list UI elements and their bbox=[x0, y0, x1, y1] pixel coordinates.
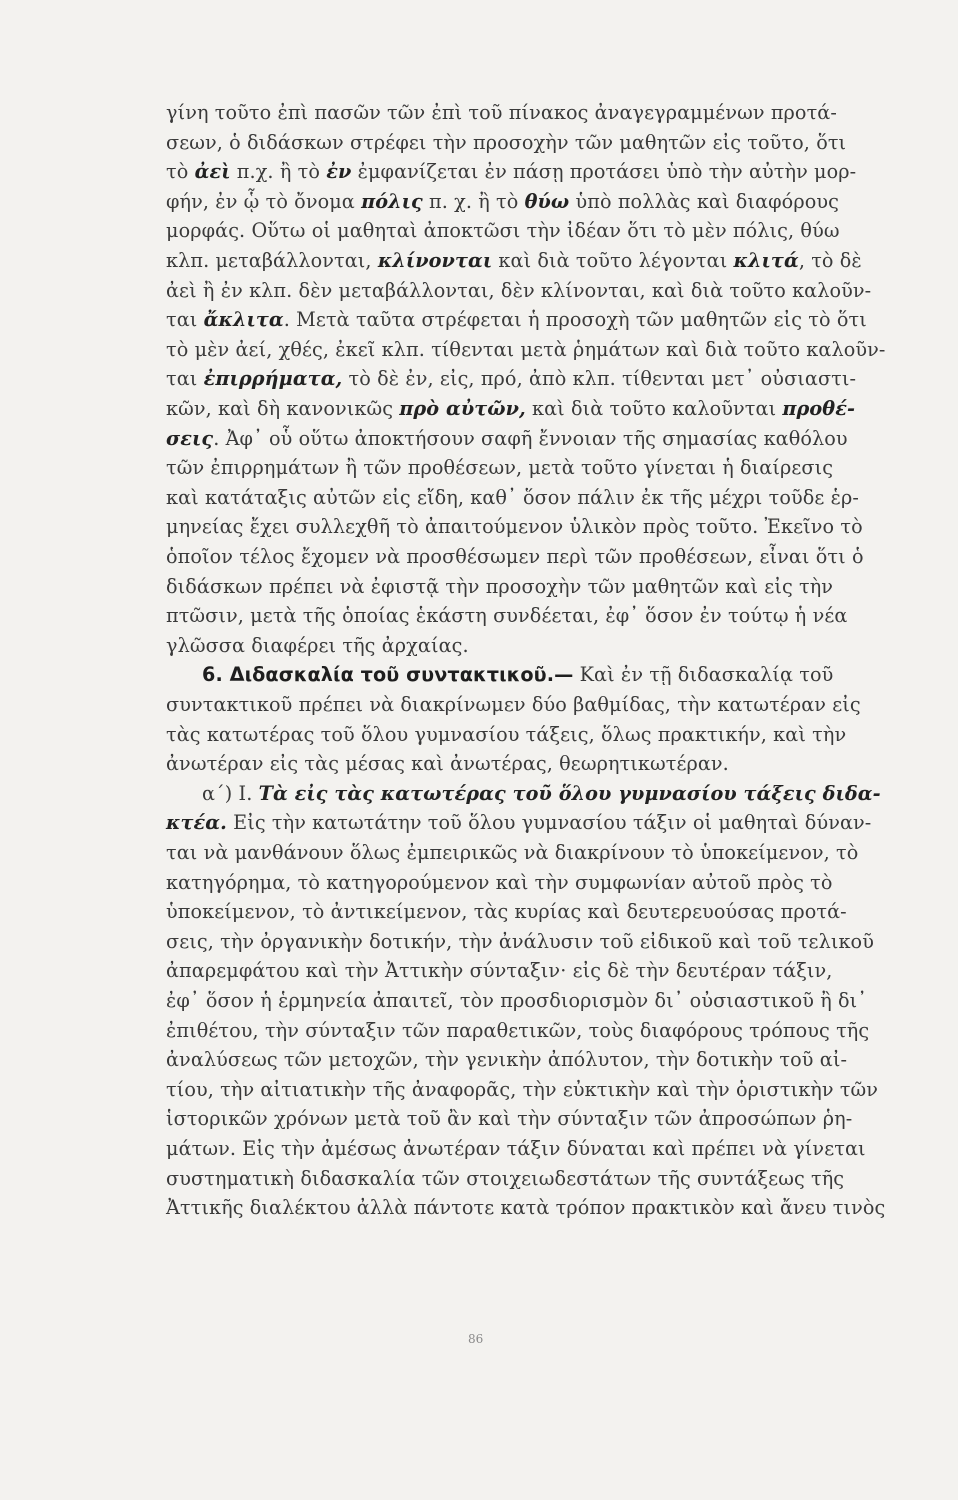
emphasized-term: πόλις bbox=[361, 189, 423, 213]
text-line bbox=[166, 810, 871, 836]
text-run: καὶ διὰ τοῦτο λέγονται bbox=[492, 249, 734, 272]
text-run: , τὸ δὲ bbox=[798, 249, 862, 272]
text-line bbox=[166, 692, 861, 718]
section-heading: 6. Διδασκαλία τοῦ συντακτικοῦ.— bbox=[202, 663, 574, 687]
text-line bbox=[166, 1195, 885, 1221]
text-run: συντακτικοῦ πρέπει νὰ διακρίνωμεν δύο βαθμίδας, τὴν κατωτέραν εἰς bbox=[166, 693, 861, 716]
text-line bbox=[166, 189, 839, 215]
text-run: κατηγόρημα, τὸ κατηγορούμενον καὶ τὴν συμφωνίαν αὐτοῦ πρὸς τὸ bbox=[166, 870, 833, 894]
text-run: ἐμφανίζεται ἐν πάσῃ προτάσει ὑπὸ τὴν αὐτὴν μορ- bbox=[351, 160, 857, 184]
text-line bbox=[202, 662, 833, 688]
text-line bbox=[166, 899, 847, 925]
text-run: σεις, τὴν ὀργανικὴν δοτικήν, τὴν ἀνάλυσιν τοῦ εἰδικοῦ καὶ τοῦ τελικοῦ bbox=[166, 929, 874, 953]
text-run: ἐφ᾽ ὅσον ἡ ἑρμηνεία ἀπαιτεῖ, τὸν προσδιορισμὸν δι᾽ οὐσιαστικοῦ ἢ δι᾽ bbox=[166, 989, 867, 1012]
emphasized-term: θύω bbox=[524, 189, 570, 213]
text-run: ὑπὸ πολλὰς καὶ διαφόρους bbox=[569, 189, 839, 213]
text-run: μάτων. Εἰς τὴν ἀμέσως ἀνωτέραν τάξιν δύναται καὶ πρέπει νὰ γίνεται bbox=[166, 1137, 866, 1160]
text-line bbox=[166, 396, 855, 422]
text-run: ὑποκείμενον, τὸ ἀντικείμενον, τὰς κυρίας καὶ δευτερευούσας προτά- bbox=[166, 900, 847, 924]
text-line bbox=[166, 218, 840, 244]
text-run: ἀεὶ ἢ ἐν κλπ. δὲν μεταβάλλονται, δὲν κλίνονται, καὶ διὰ τοῦτο καλοῦν- bbox=[166, 278, 872, 302]
text-line bbox=[166, 100, 837, 126]
text-run: μηνείας ἔχει συλλεχθῆ τὸ ἀπαιτούμενον ὑλικὸν πρὸς τοῦτο. Ἐκεῖνο τὸ bbox=[166, 515, 863, 539]
text-line bbox=[166, 544, 864, 570]
text-run: . Μετὰ ταῦτα στρέφεται ἡ προσοχὴ τῶν μαθητῶν εἰς τὸ ὅτι bbox=[283, 308, 867, 332]
text-line bbox=[166, 1136, 866, 1162]
text-run: π.χ. ἢ τὸ bbox=[230, 160, 327, 184]
text-line bbox=[166, 988, 867, 1014]
page-number: 86 bbox=[468, 1332, 484, 1346]
text-line bbox=[166, 455, 833, 481]
text-line bbox=[166, 929, 874, 955]
text-line bbox=[166, 130, 846, 156]
text-line bbox=[166, 248, 862, 274]
text-run: Καὶ ἐν τῇ διδασκαλίᾳ τοῦ bbox=[573, 663, 834, 687]
text-line bbox=[166, 366, 856, 392]
emphasized-term: σεις bbox=[166, 426, 214, 450]
text-run: μορφάς. Οὕτω οἱ μαθηταὶ ἀποκτῶσι τὴν ἰδέαν ὅτι τὸ μὲν πόλις, θύω bbox=[166, 219, 840, 243]
text-run: κλπ. μεταβάλλονται, bbox=[166, 249, 378, 272]
text-run: ἐπιθέτου, τὴν σύνταξιν τῶν παραθετικῶν, τοὺς διαφόρους τρόπους τῆς bbox=[166, 1018, 870, 1042]
text-line bbox=[166, 307, 867, 333]
emphasized-term: ἄκλιτα bbox=[203, 308, 284, 332]
text-run: ται bbox=[166, 367, 204, 391]
text-run: ται bbox=[166, 308, 204, 332]
text-run: καὶ κατάταξις αὐτῶν εἰς εἴδη, καθ᾽ ὅσον πάλιν ἐκ τῆς μέχρι τοῦδε ἑρ- bbox=[166, 485, 860, 509]
text-line bbox=[166, 958, 832, 984]
emphasized-term: ἀεὶ bbox=[194, 160, 231, 184]
text-run: ὁποῖον τέλος ἔχομεν νὰ προσθέσωμεν περὶ τῶν προθέσεων, εἶναι ὅτι ὁ bbox=[166, 545, 864, 568]
text-run: πτῶσιν, μετὰ τῆς ὁποίας ἑκάστη συνδέεται, ἐφ᾽ ὅσον ἐν τούτῳ ἡ νέα bbox=[166, 604, 848, 628]
text-line bbox=[166, 1077, 878, 1103]
text-run: φήν, ἐν ᾧ τὸ ὄνομα bbox=[166, 189, 362, 213]
text-run: τὸ δὲ ἐν, εἰς, πρό, ἀπὸ κλπ. τίθενται μετ᾽ οὐσιαστι- bbox=[342, 367, 857, 391]
emphasized-term: πρὸ αὐτῶν, bbox=[399, 397, 526, 420]
emphasized-term: ἐν bbox=[326, 160, 352, 184]
text-run: καὶ διὰ τοῦτο καλοῦνται bbox=[525, 397, 783, 420]
text-line bbox=[166, 1166, 844, 1192]
text-run: διδάσκων πρέπει νὰ ἐφιστᾷ τὴν προσοχὴν τῶν μαθητῶν καὶ εἰς τὴν bbox=[166, 574, 834, 598]
text-line bbox=[166, 1047, 847, 1073]
text-line bbox=[166, 574, 833, 600]
emphasized-term: κλιτά bbox=[733, 249, 799, 272]
text-run: ἀπαρεμφάτου καὶ τὴν Ἀττικὴν σύνταξιν· εἰς δὲ τὴν δευτέραν τάξιν, bbox=[166, 959, 833, 983]
text-run: ται νὰ μανθάνουν ὅλως ἐμπειρικῶς νὰ διακρίνουν τὸ ὑποκείμενον, τὸ bbox=[166, 841, 859, 864]
text-run: . Ἀφ᾽ οὗ οὕτω ἀποκτήσουν σαφῆ ἔννοιαν τῆς σημασίας καθόλου bbox=[213, 426, 848, 450]
text-run: τῶν ἐπιρρημάτων ἢ τῶν προθέσεων, μετὰ τοῦτο γίνεται ἡ διαίρεσις bbox=[166, 456, 834, 480]
text-run: συστηματικὴ διδασκαλία τῶν στοιχειωδεστάτων τῆς συντάξεως τῆς bbox=[166, 1166, 845, 1190]
emphasized-term: ἐπιρρήματα, bbox=[203, 367, 343, 391]
text-line bbox=[166, 426, 848, 452]
text-line bbox=[166, 278, 871, 304]
text-run: τὸ bbox=[166, 160, 195, 184]
text-run: τὰς κατωτέρας τοῦ ὅλου γυμνασίου τάξεις, ὅλως πρακτικήν, καὶ τὴν bbox=[166, 722, 847, 746]
text-line bbox=[166, 1106, 852, 1132]
text-line bbox=[166, 485, 859, 511]
text-run: Εἰς τὴν κατωτάτην τοῦ ὅλου γυμνασίου τάξιν οἱ μαθηταὶ δύναν- bbox=[226, 811, 872, 835]
text-line bbox=[166, 751, 729, 777]
text-run: γίνη τοῦτο ἐπὶ πασῶν τῶν ἐπὶ τοῦ πίνακος ἀναγεγραμμένων προτά- bbox=[166, 101, 837, 124]
text-line bbox=[166, 1018, 869, 1044]
emphasized-term: κλίνονται bbox=[377, 249, 493, 272]
text-run: Ἀττικῆς διαλέκτου ἀλλὰ πάντοτε κατὰ τρόπον πρακτικὸν καὶ ἄνευ τινὸς bbox=[166, 1196, 886, 1220]
emphasized-term: προθέ- bbox=[782, 397, 856, 420]
text-run: σεων, ὁ διδάσκων στρέφει τὴν προσοχὴν τῶν μαθητῶν εἰς τοῦτο, ὅτι bbox=[166, 130, 847, 154]
text-run: τίου, τὴν αἰτιατικὴν τῆς ἀναφορᾶς, τὴν εὐκτικὴν καὶ τὴν ὁριστικὴν τῶν bbox=[166, 1077, 879, 1101]
text-line bbox=[166, 633, 469, 659]
text-run: γλῶσσα διαφέρει τῆς ἀρχαίας. bbox=[166, 633, 469, 657]
text-run: α΄) Ι. bbox=[202, 781, 259, 805]
text-line bbox=[166, 514, 863, 540]
text-line bbox=[166, 870, 833, 896]
text-line bbox=[166, 603, 847, 629]
emphasized-term: Τὰ εἰς τὰς κατωτέρας τοῦ ὅλου γυμνασίου τάξεις διδα- bbox=[258, 781, 881, 805]
text-line bbox=[166, 337, 885, 363]
text-run: ἀνωτέραν εἰς τὰς μέσας καὶ ἀνωτέρας, θεωρητικωτέραν. bbox=[166, 752, 729, 776]
text-line bbox=[166, 840, 858, 866]
text-line bbox=[166, 159, 856, 185]
text-run: τὸ μὲν ἀεί, χθές, ἐκεῖ κλπ. τίθενται μετὰ ῥημάτων καὶ διὰ τοῦτο καλοῦν- bbox=[166, 337, 886, 361]
text-line bbox=[202, 781, 881, 807]
text-line bbox=[166, 722, 846, 748]
emphasized-term: κτέα. bbox=[166, 811, 227, 835]
text-run: π. χ. ἢ τὸ bbox=[422, 189, 525, 213]
text-run: κῶν, καὶ δὴ κανονικῶς bbox=[166, 397, 400, 420]
text-run: ἱστορικῶν χρόνων μετὰ τοῦ ἂν καὶ τὴν σύνταξιν τῶν ἀπροσώπων ῥη- bbox=[166, 1107, 853, 1131]
text-run: ἀναλύσεως τῶν μετοχῶν, τὴν γενικὴν ἀπόλυτον, τὴν δοτικὴν τοῦ αἰ- bbox=[166, 1048, 848, 1072]
